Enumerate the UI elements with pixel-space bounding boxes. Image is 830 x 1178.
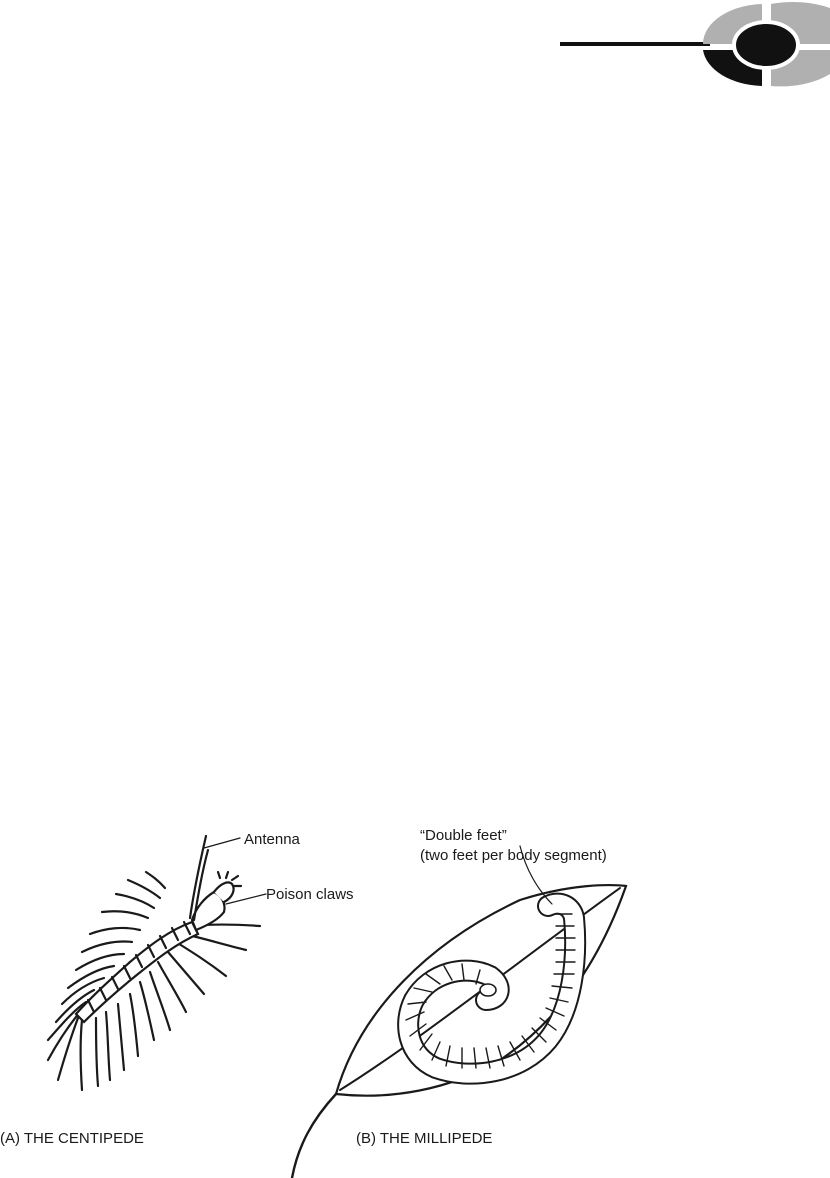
antenna-label: Antenna: [244, 831, 300, 848]
figure-arthropods: [0, 800, 830, 1178]
poison-claws-label: Poison claws: [266, 886, 354, 903]
centipede-caption: (A) THE CENTIPEDE: [0, 1130, 144, 1147]
figure-drawing: [0, 800, 830, 1178]
marker-disc: [703, 2, 830, 86]
double-feet-note: (two feet per body segment): [420, 847, 607, 864]
centipede-illustration-icon: [48, 836, 266, 1090]
double-feet-label: “Double feet”: [420, 827, 507, 844]
millipede-caption: (B) THE MILLIPEDE: [356, 1130, 493, 1147]
section-marker-icon: [560, 0, 830, 90]
